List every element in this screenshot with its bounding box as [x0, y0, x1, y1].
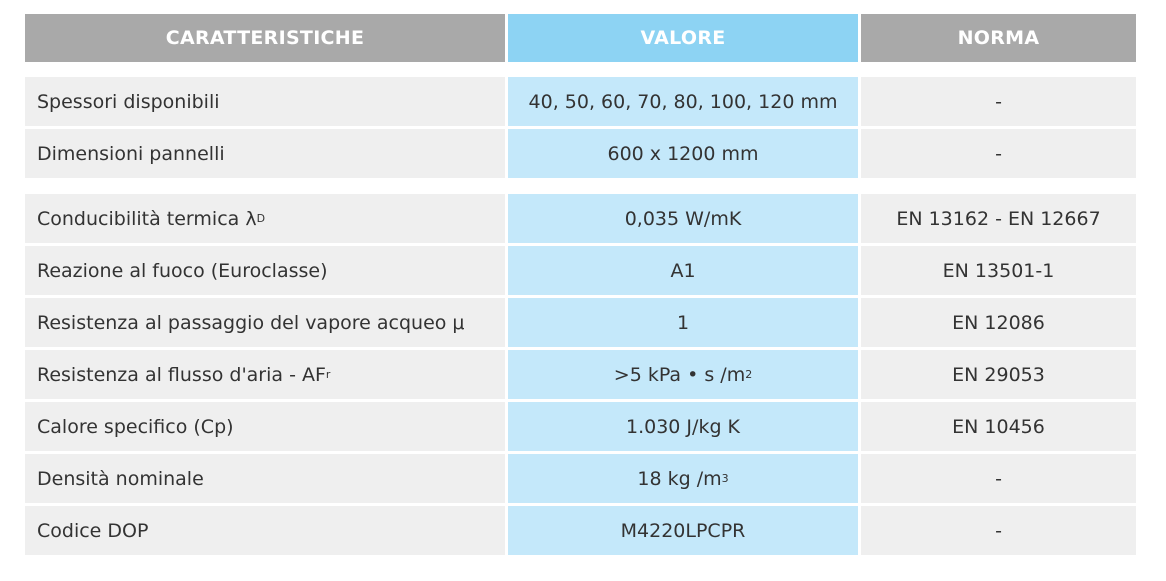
value-cell	[508, 129, 858, 178]
norm-cell: EN 13501-1	[861, 246, 1136, 295]
characteristic-cell	[25, 194, 505, 243]
characteristic-cell	[25, 246, 505, 295]
value-cell	[508, 298, 858, 347]
value-cell	[508, 350, 858, 399]
table-row	[25, 246, 1136, 295]
characteristic-label: Conducibilità termica λ	[37, 207, 257, 230]
table-row	[25, 194, 1136, 243]
characteristic-cell	[25, 129, 505, 178]
characteristic-label: Resistenza al passaggio del vapore acqueo μ	[37, 311, 465, 334]
norm-cell: -	[861, 77, 1136, 126]
value-cell	[508, 454, 858, 503]
header-gap	[25, 62, 1136, 77]
characteristic-label: Spessori disponibili	[37, 90, 220, 113]
value-superscript: 2	[745, 368, 753, 381]
value-cell	[508, 194, 858, 243]
norm-cell: -	[861, 129, 1136, 178]
section-gap	[25, 178, 1136, 194]
header-valore: VALORE	[508, 14, 858, 62]
characteristic-label: Codice DOP	[37, 519, 149, 542]
value-cell	[508, 506, 858, 555]
value-text: >5 kPa • s /m	[613, 363, 746, 386]
norm-cell: EN 10456	[861, 402, 1136, 451]
value-text: 1	[676, 311, 690, 334]
table-body	[25, 77, 1136, 555]
norm-cell: -	[861, 454, 1136, 503]
table-row	[25, 350, 1136, 399]
characteristic-label: Resistenza al flusso d'aria - AF	[37, 363, 326, 386]
characteristic-cell	[25, 454, 505, 503]
norm-cell: EN 13162 - EN 12667	[861, 194, 1136, 243]
characteristic-subscript: D	[256, 212, 266, 225]
value-superscript: 3	[721, 472, 729, 485]
norm-cell: -	[861, 506, 1136, 555]
properties-table	[25, 14, 1136, 555]
value-cell	[508, 402, 858, 451]
value-text: 600 x 1200 mm	[607, 142, 759, 165]
characteristic-cell	[25, 506, 505, 555]
value-text: A1	[670, 259, 696, 282]
norm-cell: EN 29053	[861, 350, 1136, 399]
characteristic-cell	[25, 298, 505, 347]
characteristic-label: Reazione al fuoco (Euroclasse)	[37, 259, 328, 282]
table-row	[25, 129, 1136, 178]
table-row	[25, 506, 1136, 555]
norm-cell: EN 12086	[861, 298, 1136, 347]
value-text: M4220LPCPR	[620, 519, 746, 542]
value-text: 1.030 J/kg K	[626, 415, 740, 438]
value-text: 40, 50, 60, 70, 80, 100, 120 mm	[528, 90, 838, 113]
value-text: 18 kg /m	[637, 467, 722, 490]
value-cell	[508, 77, 858, 126]
characteristic-label: Calore specifico (Cp)	[37, 415, 234, 438]
header-norma: NORMA	[861, 14, 1136, 62]
characteristic-label: Dimensioni pannelli	[37, 142, 225, 165]
characteristic-cell	[25, 77, 505, 126]
characteristic-label: Densità nominale	[37, 467, 204, 490]
value-cell	[508, 246, 858, 295]
table-row	[25, 454, 1136, 503]
table-row	[25, 77, 1136, 126]
characteristic-subscript: r	[325, 368, 331, 381]
table-header	[25, 14, 1136, 62]
header-caratteristiche: CARATTERISTICHE	[25, 14, 505, 62]
characteristic-cell	[25, 402, 505, 451]
table-row	[25, 402, 1136, 451]
table-row	[25, 298, 1136, 347]
value-text: 0,035 W/mK	[624, 207, 742, 230]
characteristic-cell	[25, 350, 505, 399]
